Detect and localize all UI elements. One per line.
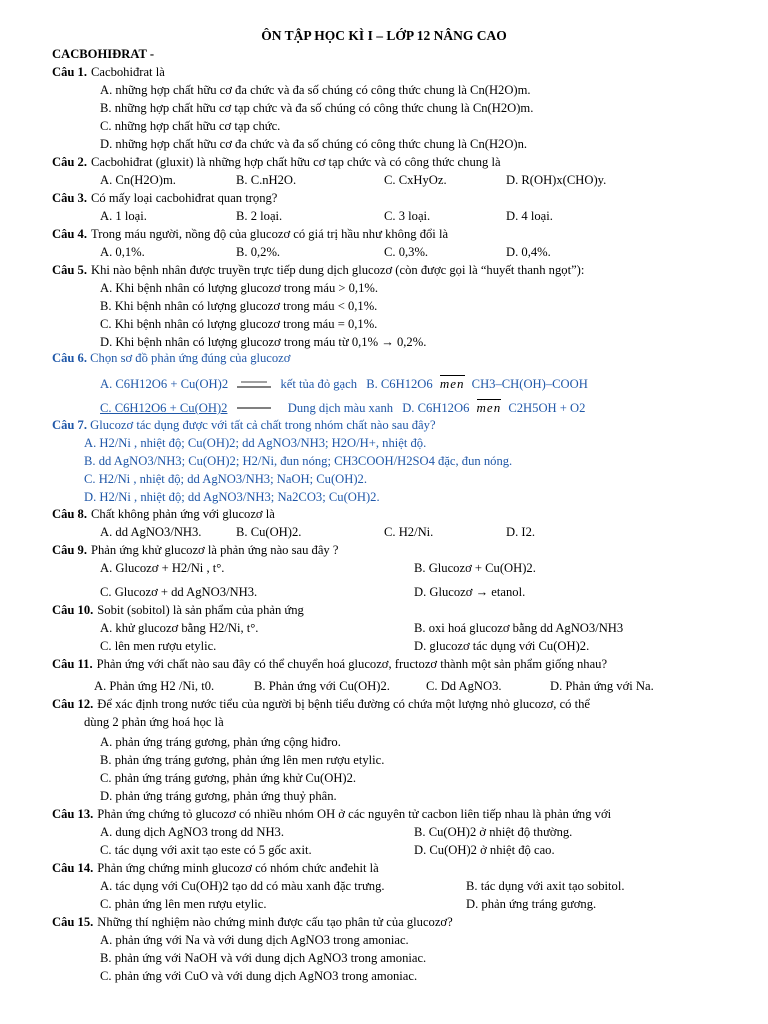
question-text: Có mấy loại cacbohiđrat quan trọng?: [91, 191, 278, 205]
answer-option: A. Phản ứng H2 /Ni, t0.: [94, 679, 215, 693]
question-number: Câu 15.: [52, 915, 94, 929]
answer-option: D. Khi bệnh nhân có lượng glucozơ trong máu từ 0,1% → 0,2%.: [100, 335, 427, 349]
question-text: Khi nào bệnh nhân được truyền trực tiếp dung dịch glucozơ (còn được gọi là “huyết thanh ngọt”):: [91, 263, 585, 277]
question-7: Câu 7. Glucozơ tác dụng được với tất cả chất trong nhóm chất nào sau đây?: [52, 418, 436, 432]
question-number: Câu 9.: [52, 543, 87, 557]
answer-option: C. Glucozơ + dd AgNO3/NH3.: [100, 585, 258, 599]
answer-option: C. phản ứng tráng gương, phản ứng khử Cu(OH)2.: [100, 771, 357, 785]
question-7-option-a: A. H2/Ni , nhiệt độ; Cu(OH)2; dd AgNO3/NH3; H2O/H+, nhiệt độ.: [84, 436, 427, 450]
question-stem: [52, 860, 379, 876]
answer-option: C. CxHyOz.: [384, 173, 447, 187]
answer-option: D. R(OH)x(CHO)y.: [506, 173, 607, 187]
men-arrow-label: men: [439, 376, 465, 391]
answer-option: A. phản ứng tráng gương, phản ứng cộng hiđro.: [100, 735, 341, 749]
answer-option: C. Dd AgNO3.: [426, 679, 502, 693]
question-number: Câu 5.: [52, 263, 87, 277]
answer-option: B. phản ứng tráng gương, phản ứng lên men rượu etylic.: [100, 753, 385, 767]
option-a: A. C6H12O6 + Cu(OH)2: [100, 377, 229, 391]
question-text: Phản ứng với chất nào sau đây có thể chuyển hoá glucozơ, fructozơ thành một sản phẩm giống nhau?: [96, 657, 608, 671]
answer-option: B. những hợp chất hữu cơ tạp chức và đa số chúng có công thức chung là Cn(H2O)m.: [100, 101, 534, 115]
answer-option: B. Phản ứng với Cu(OH)2.: [254, 679, 390, 693]
question-number: Câu 12.: [52, 697, 94, 711]
question-number: Câu 3.: [52, 191, 87, 205]
question-stem: [52, 656, 607, 672]
option-b: B. C6H12O6: [366, 377, 433, 391]
question-number: Câu 1.: [52, 65, 87, 79]
answer-option: C. những hợp chất hữu cơ tạp chức.: [100, 119, 281, 133]
question-7-option-c: C. H2/Ni , nhiệt độ; dd AgNO3/NH3; NaOH; Cu(OH)2.: [84, 472, 367, 486]
answer-option: D. Cu(OH)2 ở nhiệt độ cao.: [414, 843, 555, 857]
question-stem: [52, 506, 275, 522]
answer-option: D. I2.: [506, 525, 536, 539]
answer-option: B. Glucozơ + Cu(OH)2.: [414, 561, 536, 575]
answer-option: A. Cn(H2O)m.: [100, 173, 176, 187]
answer-option: D. 0,4%.: [506, 245, 551, 259]
question-stem: [52, 226, 448, 242]
answer-option: C. phản ứng lên men rượu etylic.: [100, 897, 267, 911]
question-text: Phản ứng chứng tỏ glucozơ có nhiều nhóm OH ở các nguyên tử cacbon liên tiếp nhau là phản ứng với: [97, 807, 612, 821]
answer-option: D. 4 loại.: [506, 209, 553, 223]
answer-option: C. lên men rượu etylic.: [100, 639, 217, 653]
question-number: Câu 13.: [52, 807, 94, 821]
question-7-option-b: B. dd AgNO3/NH3; Cu(OH)2; H2/Ni, đun nóng; CH3COOH/H2SO4 đặc, đun nóng.: [84, 454, 513, 468]
answer-option: C. tác dụng với axit tạo este có 5 gốc axit.: [100, 843, 312, 857]
answer-option: C. Khi bệnh nhân có lượng glucozơ trong máu = 0,1%.: [100, 317, 378, 331]
answer-option: A. Khi bệnh nhân có lượng glucozơ trong máu > 0,1%.: [100, 281, 379, 295]
answer-option: D. phản ứng tráng gương, phản ứng thuỷ phân.: [100, 789, 337, 803]
answer-option: B. Khi bệnh nhân có lượng glucozơ trong máu < 0,1%.: [100, 299, 378, 313]
question-text: Để xác định trong nước tiểu của người bị bệnh tiểu đường có chứa một lượng nhỏ glucozơ, có thể: [97, 697, 590, 711]
answer-option: A. những hợp chất hữu cơ đa chức và đa số chúng có công thức chung là Cn(H2O)m.: [100, 83, 531, 97]
section-heading: CACBOHIĐRAT -: [52, 47, 155, 61]
men-arrow-label: men: [476, 400, 502, 415]
answer-option: B. 0,2%.: [236, 245, 281, 259]
question-text: Trong máu người, nồng độ của glucozơ có giá trị hầu như không đổi là: [91, 227, 449, 241]
answer-option: C. 0,3%.: [384, 245, 429, 259]
question-text: Những thí nghiệm nào chứng minh được cấu tạo phân tử của glucozơ?: [97, 915, 453, 929]
answer-option: B. Cu(OH)2.: [236, 525, 302, 539]
answer-option: D. Glucozơ → etanol.: [414, 585, 526, 599]
answer-option: D. Phản ứng với Na.: [550, 679, 654, 693]
question-text: Cacbohiđrat là: [91, 65, 165, 79]
question-stem: [52, 154, 501, 170]
question-stem: [52, 914, 453, 930]
arrow-icon: [237, 404, 271, 414]
arrow-icon: [237, 380, 271, 390]
answer-option: A. Glucozơ + H2/Ni , t°.: [100, 561, 225, 575]
question-number: Câu 11.: [52, 657, 93, 671]
answer-option: A. dd AgNO3/NH3.: [100, 525, 202, 539]
answer-option: D. glucozơ tác dụng với Cu(OH)2.: [414, 639, 590, 653]
answer-option: A. tác dụng với Cu(OH)2 tạo dd có màu xanh đặc trưng.: [100, 879, 385, 893]
option-c: C. C6H12O6 + Cu(OH)2: [100, 401, 228, 415]
question-number: Câu 14.: [52, 861, 94, 875]
question-text: Phản ứng khử glucozơ là phản ứng nào sau đây ?: [91, 543, 339, 557]
answer-option: D. phản ứng tráng gương.: [466, 897, 597, 911]
question-number: Câu 4.: [52, 227, 87, 241]
answer-option: B. tác dụng với axit tạo sobitol.: [466, 879, 625, 893]
question-stem: [52, 64, 165, 80]
question-text: Cacbohiđrat (gluxit) là những hợp chất hữu cơ tạp chức và có công thức chung là: [91, 155, 501, 169]
answer-option: B. C.nH2O.: [236, 173, 297, 187]
question-stem: [52, 602, 304, 618]
question-number: Câu 8.: [52, 507, 87, 521]
question-stem: [52, 542, 338, 558]
answer-option: C. 3 loại.: [384, 209, 431, 223]
question-continuation: dùng 2 phản ứng hoá học là: [84, 715, 224, 729]
question-number: Câu 10.: [52, 603, 94, 617]
question-stem: [52, 190, 277, 206]
question-text: Sobit (sobitol) là sản phẩm của phản ứng: [97, 603, 304, 617]
answer-option: A. dung dịch AgNO3 trong dd NH3.: [100, 825, 284, 839]
question-6-row-2: C. C6H12O6 + Cu(OH)2 Dung dịch màu xanh D. C6H12O6 men C2H5OH + O2: [100, 400, 586, 415]
option-d: D. C6H12O6: [402, 401, 470, 415]
answer-option: A. khử glucozơ bằng H2/Ni, t°.: [100, 621, 259, 635]
page-title: ÔN TẬP HỌC KÌ I – LỚP 12 NÂNG CAO: [261, 28, 507, 43]
answer-option: B. phản ứng với NaOH và với dung dịch AgNO3 trong amoniac.: [100, 951, 427, 965]
answer-option: A. phản ứng với Na và với dung dịch AgNO3 trong amoniac.: [100, 933, 409, 947]
question-6: Câu 6. Chọn sơ đồ phản ứng đúng của glucozơ: [52, 351, 291, 365]
answer-option: A. 0,1%.: [100, 245, 145, 259]
question-stem: [52, 696, 590, 712]
answer-option: B. 2 loại.: [236, 209, 283, 223]
question-number: Câu 2.: [52, 155, 87, 169]
question-6-row-1: A. C6H12O6 + Cu(OH)2 kết tủa đỏ gạch B. C6H12O6 men CH3–CH(OH)–COOH: [100, 376, 588, 391]
answer-option: A. 1 loại.: [100, 209, 147, 223]
question-text: Chất không phản ứng với glucozơ là: [91, 507, 275, 521]
question-7-option-d: D. H2/Ni , nhiệt độ; dd AgNO3/NH3; Na2CO3; Cu(OH)2.: [84, 490, 380, 504]
answer-option: B. oxi hoá glucozơ bằng dd AgNO3/NH3: [414, 621, 624, 635]
answer-option: D. những hợp chất hữu cơ đa chức và đa số chúng có công thức chung là Cn(H2O)n.: [100, 137, 528, 151]
question-text: Phản ứng chứng minh glucozơ có nhóm chức anđehit là: [97, 861, 379, 875]
answer-option: C. H2/Ni.: [384, 525, 434, 539]
question-stem: [52, 806, 611, 822]
answer-option: B. Cu(OH)2 ở nhiệt độ thường.: [414, 825, 573, 839]
question-stem: [52, 262, 584, 278]
answer-option: C. phản ứng với CuO và với dung dịch AgNO3 trong amoniac.: [100, 969, 418, 983]
